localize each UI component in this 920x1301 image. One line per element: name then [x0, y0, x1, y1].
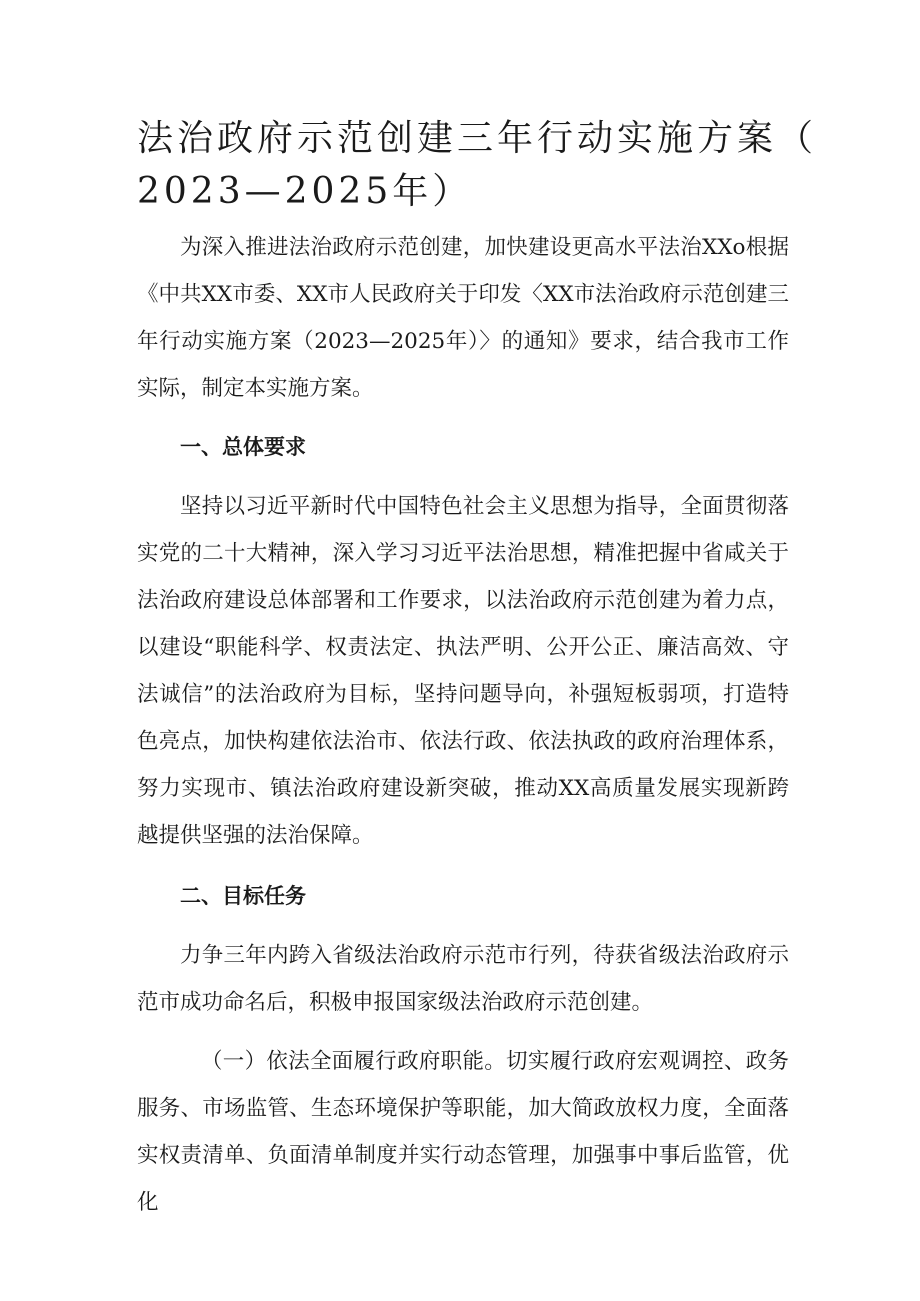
intro-paragraph: 为深入推进法治政府示范创建，加快建设更高水平法治XXo根据《中共XX市委、XX市人民政府关于印发〈XX市法治政府示范创建三年行动实施方案（2023—2025年）〉的通知》要求，结合我市工作实际，制定本实施方案。 — [137, 235, 789, 401]
goals-tasks-paragraph: 力争三年内跨入省级法治政府示范市行列，待获省级法治政府示范市成功命名后，积极申报国家级法治政府示范创建。 — [137, 943, 789, 1015]
section-heading-goals-tasks: 二、目标任务 — [180, 884, 306, 908]
document-title — [137, 112, 818, 218]
title-line-1: 法治政府示范创建三年行动实施方案（ — [137, 118, 818, 159]
title-line-2: 2023—2025年） — [137, 171, 473, 212]
item-1-paragraph: （一）依法全面履行政府职能。切实履行政府宏观调控、政务服务、市场监管、生态环境保护等职能，加大简政放权力度，全面落实权责清单、负面清单制度并实行动态管理，加强事中事后监管，优化 — [137, 1049, 789, 1215]
section-heading-general-requirements: 一、总体要求 — [180, 435, 306, 459]
general-requirements-paragraph: 坚持以习近平新时代中国特色社会主义思想为指导，全面贯彻落实党的二十大精神，深入学习习近平法治思想，精准把握中省咸关于法治政府建设总体部署和工作要求，以法治政府示范创建为着力点，以建设“职能科学、权责法定、执法严明、公开公正、廉洁高效、守法诚信”的法治政府为目标，坚持问题导向，补强短板弱项，打造特色亮点，加快构建依法治市、依法行政、依法执政的政府治理体系，努力实现市、镇法治政府建设新突破，推动XX高质量发展实现新跨越提供坚强的法治保障。 — [137, 494, 789, 848]
document-body — [137, 224, 789, 1226]
